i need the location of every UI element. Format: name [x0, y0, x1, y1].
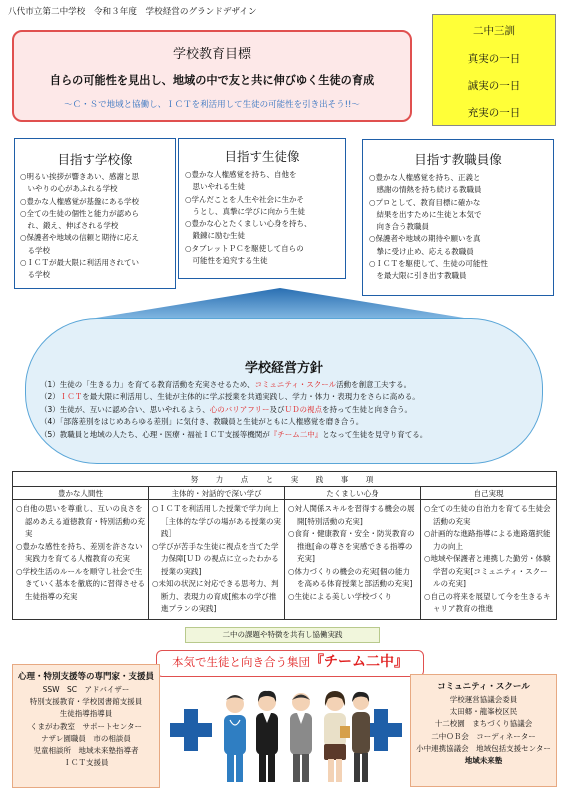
motto-title: 二中三訓 [473, 25, 515, 37]
person-icon [352, 692, 370, 782]
list-item: 結果を出すために生徒と本気で [369, 209, 482, 219]
list-item: ○食育・健康教育・安全・防災教育の推進[命の尊さを実感できる指導の充実] [288, 529, 415, 563]
list-item: ○豊かな感性を持ち、差別を許さない実践力を育てる人権教育の充実 [16, 541, 143, 563]
shared-practice-label: 二中の課題や特徴を共有し協働実践 [185, 627, 380, 643]
list-item: 地域未来塾 [464, 756, 503, 766]
list-item: ○ＩＣＴを駆使して、生徒の可能性 [369, 259, 488, 269]
list-item: ○自他の思いを尊重し、互いの良さを認めあえる道徳教育・特別活動の充実 [16, 504, 145, 538]
student-ideal-list [185, 169, 312, 267]
list-item: 生徒指導指導員 [59, 709, 113, 719]
table-cell [285, 500, 421, 620]
list-item: ○学んだことを人生や社会に生かそ [185, 194, 305, 204]
goal-main-text: 自らの可能性を見出し、地域の中で友と共に伸びゆく生徒の育成 [49, 74, 375, 87]
person-icon [256, 691, 278, 782]
goal-heading: 学校教育目標 [172, 47, 251, 62]
list-item: ○学びが苦手な生徒に視点を当てた学力保障[ＵＤ の視点に立ったわかる授業の実践] [152, 541, 279, 576]
staff-group-icon [222, 686, 370, 786]
list-item: る学校 [20, 270, 50, 280]
school-ideal-box [14, 138, 176, 289]
list-item: ○保護者や地域の期待や願いを真 [369, 234, 481, 244]
column-header: 主体的・対話的で深い学び [149, 487, 285, 500]
list-item: れ、鍛え、伸ばされる学校 [20, 221, 119, 231]
list-item: ○学校生活のルールを順守し社会で生きていく基本を徹底的に習得させる生徒指導の充実 [16, 566, 145, 601]
community-title: コミュニティ・スクール [437, 682, 530, 692]
list-item: ○明るい挨拶が響きあい、感謝と思 [20, 172, 140, 181]
highlight-text: コミュニティ・スクール [254, 380, 337, 389]
list-item: ○ＩＣＴを利活用した授業で学力向上［主体的な学びの場がある授業の実践］ [152, 504, 281, 538]
highlight-text: 心のバリアフリー [209, 404, 270, 414]
list-item: 摯に受け止め、応える教職員 [369, 246, 474, 256]
policy-item: （1）生徒の「生きる力」を育てる教育活動を充実させるため、コミュニティ・スクール活動を創意工夫する。 [40, 380, 412, 389]
student-ideal-title: 目指す生徒像 [224, 149, 300, 164]
list-item: ○豊かな人権感覚を持ち、正義と [369, 173, 481, 182]
list-item: ○計画的な進路指導による進路選択能力の向上 [424, 529, 551, 551]
highlight-text: 『チーム二中』 [269, 429, 323, 439]
specialist-support-box [12, 664, 160, 788]
policy-item: （3）生徒が、互いに認め合い、思いやれるよう、心のバリアフリー及びＵＤの視点を持って生徒と向き合う。 [40, 404, 412, 414]
list-item: ナザレ園職員 市の相談員 [41, 733, 131, 743]
list-item: ○タブレットＰＣを駆使して自らの [185, 243, 304, 253]
list-item: を最大限に引き出す教職員 [369, 271, 467, 281]
team-tagline: 本気で生徒と向き合う集団 [172, 655, 310, 669]
motto-item: 充実の一日 [467, 107, 521, 119]
highlight-text: ＩＣＴ [59, 392, 83, 402]
motto-item: 真実の一日 [467, 53, 521, 65]
list-item: ○プロとして、教育目標に確かな [369, 197, 481, 207]
list-item: 思いやれる生徒 [185, 182, 245, 192]
list-item: SSW SC アドバイザー [42, 685, 130, 694]
person-icon [324, 691, 350, 782]
person-icon [290, 693, 312, 782]
list-item: ○地域や保護者と連携した勤労・体験学習の充実[コミュニティ・スクールの充実] [424, 554, 551, 588]
list-item: ○対人関係スキルを習得する機会の展開[特別活動の充実] [288, 504, 415, 526]
list-item: 小中連携協議会 地域包括支援センター [416, 743, 551, 753]
medical-cross-icon [167, 706, 215, 754]
list-item: 感謝の情熱を持ち続ける教職員 [369, 185, 482, 195]
list-item: うとし、真摯に学びに向かう生徒 [185, 206, 305, 216]
column-header: たくましい心身 [285, 487, 421, 500]
list-item: ○自己の将来を展望して今を生きるキャリア教育の推進 [424, 591, 551, 613]
list-item: ○ＩＣＴが最大限に利活用されてい [20, 258, 140, 268]
student-ideal-box [178, 138, 346, 279]
highlight-text: ＵＤの視点 [284, 404, 322, 414]
policy-list [40, 379, 427, 441]
header-title: 八代市立第二中学校 令和３年度 学校経営のグランドデザイン [8, 7, 257, 17]
list-item: ○全ての生徒の個性と能力が認めら [20, 208, 140, 218]
list-item: 向き合う教職員 [369, 222, 429, 232]
list-item: 学校運営協議会委員 [449, 695, 518, 704]
table-cell [13, 500, 149, 620]
staff-ideal-list [369, 172, 488, 283]
person-icon [224, 695, 246, 782]
staff-ideal-title: 目指す教職員像 [414, 152, 502, 167]
list-item: 十二校園 まちづくり協議会 [434, 719, 533, 729]
list-item: ○未知の状況に対応できる思考力、判断力、表現力の育成[熊本の学び推進プランの実践] [152, 579, 279, 613]
table-cell [421, 500, 557, 620]
list-item: 太田郷・龍峯校区民 [449, 707, 518, 717]
list-item: いやりの心があふれる学校 [20, 184, 118, 194]
policy-title: 学校経営方針 [244, 361, 323, 376]
column-header: 自己実現 [421, 487, 557, 500]
school-goal-box [12, 30, 412, 122]
list-item: くまがわ教室 サポートセンター [30, 721, 142, 731]
list-item: ○体力づくりの機会の充実[個の能力を高める体育授業と部活動の充実] [288, 566, 413, 588]
up-arrow-icon [96, 288, 464, 318]
list-item: 鍛錬に励む生徒 [185, 231, 245, 241]
list-item: ＩＣＴ支援員 [63, 758, 109, 768]
list-item: 児童相談所 地域未来塾指導者 [33, 746, 139, 756]
effort-table [12, 471, 557, 620]
specialist-title: 心理・特別支援等の専門家・支援員 [17, 672, 154, 682]
list-item: ○豊かな人権感覚を持ち、自他を [185, 170, 297, 179]
list-item: ○全ての生徒の自治力を育てる生徒会活動の充実 [424, 504, 551, 526]
policy-item: （2）ＩＣＴを最大限に利活用し、生徒が主体的に学ぶ授業を共通実践し、学力・体力・表現力をさらに高める。 [40, 392, 420, 402]
community-school-box [410, 674, 557, 787]
list-item: る学校 [20, 245, 50, 255]
list-item: ○豊かな心とたくましい心身を持ち、 [185, 219, 312, 229]
policy-box [25, 318, 543, 464]
list-item: ○生徒による美しい学校づくり [288, 591, 393, 601]
list-item: ○豊かな人権感覚が基盤にある学校 [20, 196, 140, 206]
staff-ideal-box [362, 139, 554, 296]
motto-item: 誠実の一日 [467, 80, 521, 92]
school-ideal-list [20, 171, 139, 282]
school-ideal-title: 目指す学校像 [57, 152, 133, 167]
list-item: 特別支援教育・学校図書館支援員 [29, 697, 143, 707]
policy-item: （4）「部落差別をはじめあらゆる差別」に気付き、教職員と生徒がともに人権感覚を磨き合う。 [40, 417, 364, 427]
list-item: 二中ＯＢ会 コーディネーター [431, 731, 536, 741]
list-item: 可能性を追究する生徒 [185, 256, 268, 266]
effort-heading: 努 力 点 と 実 践 事 項 [13, 472, 557, 487]
table-cell [149, 500, 285, 620]
motto-box [432, 14, 556, 126]
team-niichu-banner [156, 650, 424, 677]
column-header: 豊かな人間性 [13, 487, 149, 500]
goal-sub-text: ～Ｃ・Ｓで地域と協働し、ＩＣＴを利活用して生徒の可能性を引き出そう!!～ [64, 100, 360, 110]
team-name: 『チーム二中』 [310, 654, 408, 670]
policy-item: （5）教職員と地域の人たち、心理・医療・福祉ＩＣＴ支援等機関が『チーム二中』となって生徒を見守り育てる。 [40, 429, 428, 439]
list-item: ○保護者や地域の信頼と期待に応え [20, 233, 140, 243]
